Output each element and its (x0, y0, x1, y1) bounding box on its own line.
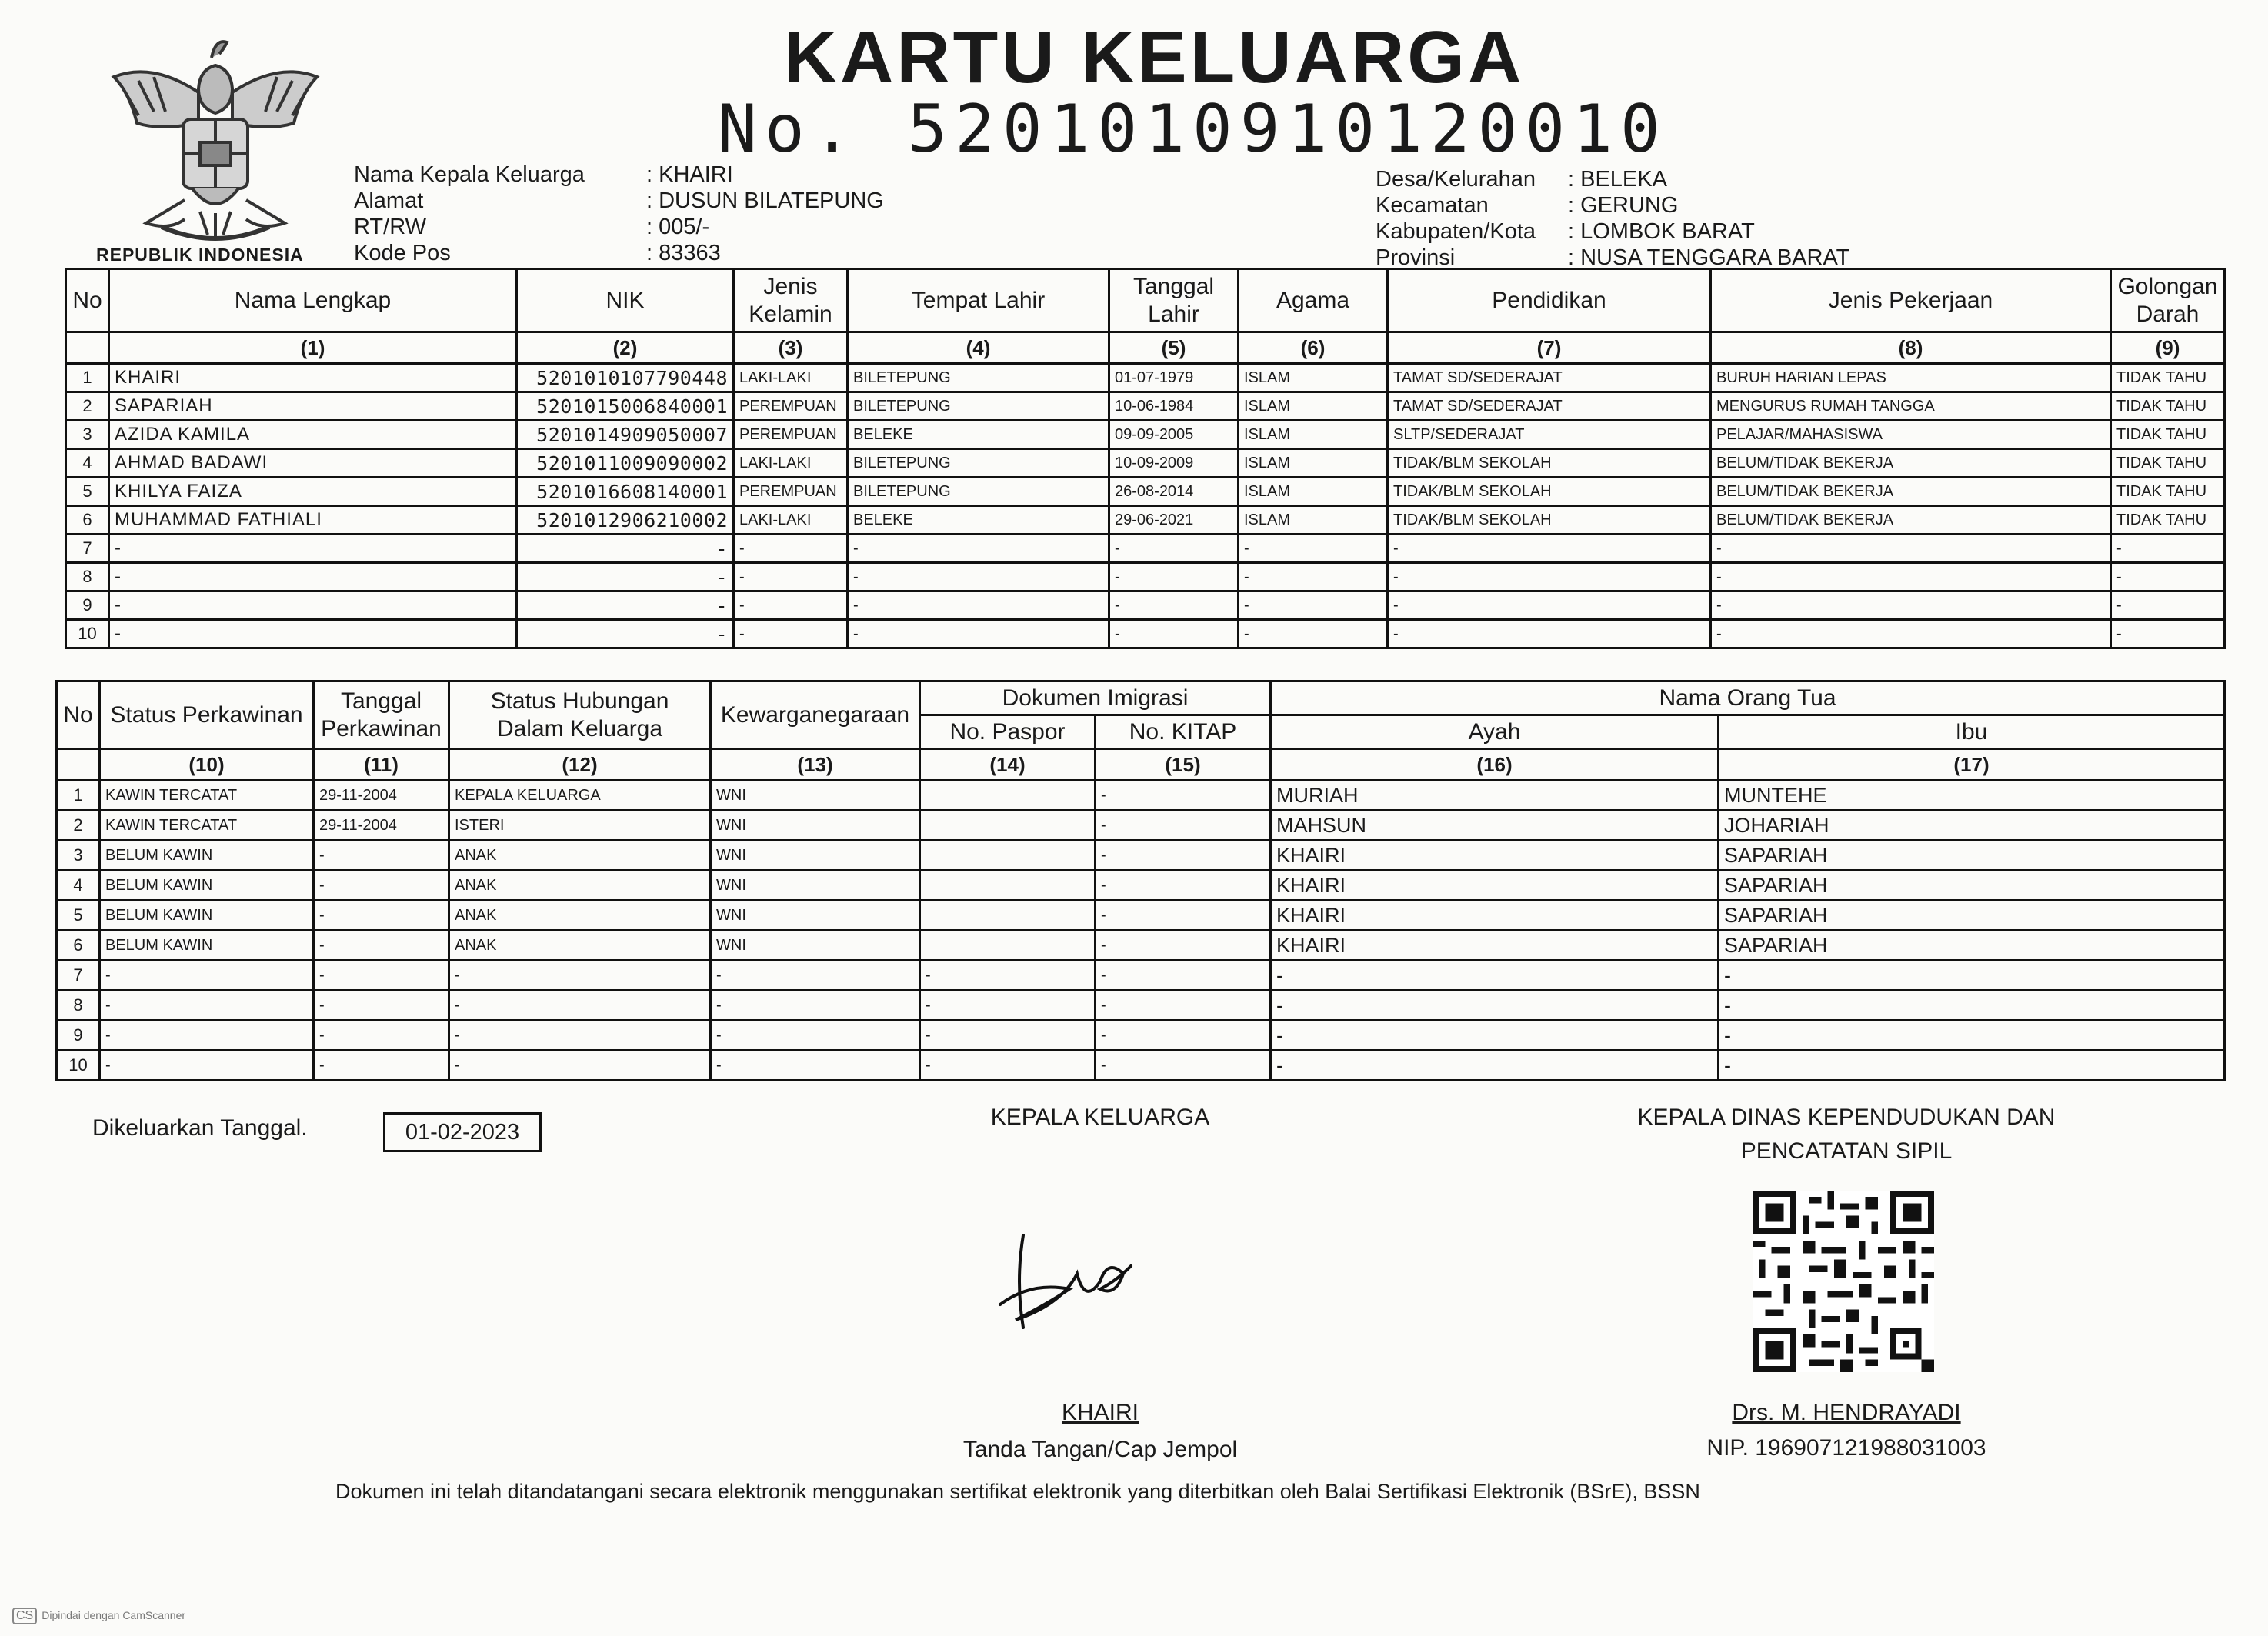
table-cell: 26-08-2014 (1109, 478, 1239, 506)
table-cell: - (1388, 620, 1711, 648)
table-cell: - (449, 991, 711, 1021)
family-card-number (692, 91, 1693, 168)
table-cell: BELUM/TIDAK BEKERJA (1711, 506, 2111, 535)
table-cell: ISLAM (1239, 392, 1388, 421)
table-cell: ANAK (449, 841, 711, 871)
info-row-address: Alamat : DUSUN BILATEPUNG (354, 188, 884, 213)
table-cell: TIDAK TAHU (2111, 364, 2225, 392)
table-cell: JOHARIAH (1719, 811, 2225, 841)
table-cell: 29-06-2021 (1109, 506, 1239, 535)
table-cell: - (109, 620, 517, 648)
table-cell: TIDAK TAHU (2111, 449, 2225, 478)
table-cell: - (314, 1021, 449, 1051)
table-row (66, 620, 2225, 648)
table-cell: - (449, 1051, 711, 1081)
table-cell: BELUM KAWIN (100, 901, 314, 931)
table-cell: - (100, 1051, 314, 1081)
table-cell: - (1096, 931, 1271, 961)
col-number: (15) (1096, 749, 1271, 781)
header-nik: NIK (517, 269, 734, 332)
table-row (66, 563, 2225, 591)
table-cell: - (109, 591, 517, 620)
table-row (57, 1021, 2225, 1051)
table-cell: - (100, 961, 314, 991)
table-cell: TIDAK TAHU (2111, 478, 2225, 506)
table-row (66, 478, 2225, 506)
table-cell: 5 (66, 478, 109, 506)
table-cell: - (2111, 535, 2225, 563)
table-cell: 5201014909050007 (517, 421, 734, 449)
table-cell: BELUM KAWIN (100, 931, 314, 961)
table-cell: 09-09-2005 (1109, 421, 1239, 449)
table-cell: AZIDA KAMILA (109, 421, 517, 449)
table-cell: - (1239, 535, 1388, 563)
col-number: (4) (848, 332, 1109, 364)
table-row (66, 535, 2225, 563)
table-cell: ISLAM (1239, 364, 1388, 392)
header-birthdate: Tanggal Lahir (1109, 269, 1239, 332)
table-cell: 9 (57, 1021, 100, 1051)
table-cell: - (517, 620, 734, 648)
table-cell: - (1096, 811, 1271, 841)
header-religion: Agama (1239, 269, 1388, 332)
table-cell: 3 (57, 841, 100, 871)
table-cell: - (2111, 563, 2225, 591)
table-cell: - (1096, 901, 1271, 931)
table-cell: ISTERI (449, 811, 711, 841)
table-cell: BILETEPUNG (848, 392, 1109, 421)
table-cell: WNI (711, 781, 920, 811)
table-cell: - (711, 1021, 920, 1051)
table-cell: - (1239, 563, 1388, 591)
table-cell: KHILYA FAIZA (109, 478, 517, 506)
table-cell: - (109, 563, 517, 591)
header-marriage-date: Tanggal Perkawinan (314, 681, 449, 749)
table-cell: WNI (711, 841, 920, 871)
table-cell: - (1711, 591, 2111, 620)
table-cell: 8 (57, 991, 100, 1021)
info-row-district: Kecamatan : GERUNG (1376, 193, 1679, 218)
info-row-province: Provinsi : NUSA TENGGARA BARAT (1376, 245, 1850, 270)
table-cell: - (2111, 620, 2225, 648)
table-cell: - (109, 535, 517, 563)
table-cell (920, 931, 1096, 961)
info-row-rtrw: RT/RW : 005/- (354, 215, 710, 239)
table-cell: SAPARIAH (109, 392, 517, 421)
qr-code-icon (1753, 1191, 1934, 1372)
table-row (66, 421, 2225, 449)
col-number: (14) (920, 749, 1096, 781)
table-cell: TIDAK TAHU (2111, 392, 2225, 421)
table-row (57, 811, 2225, 841)
table-cell: - (100, 1021, 314, 1051)
table-row (57, 901, 2225, 931)
table-cell: BURUH HARIAN LEPAS (1711, 364, 2111, 392)
table-cell: 5201012906210002 (517, 506, 734, 535)
table-cell: WNI (711, 901, 920, 931)
header-no: No (66, 269, 109, 332)
table-cell: - (1096, 781, 1271, 811)
table-cell: - (449, 1021, 711, 1051)
table-cell: WNI (711, 811, 920, 841)
table-cell: - (1711, 535, 2111, 563)
table-row (66, 364, 2225, 392)
table-cell: - (1096, 871, 1271, 901)
table-cell: 8 (66, 563, 109, 591)
table-cell: - (734, 563, 848, 591)
table-cell (920, 841, 1096, 871)
camscanner-text: Dipindai dengan CamScanner (42, 1609, 186, 1621)
table-cell: 5201010107790448 (517, 364, 734, 392)
table-cell: - (314, 871, 449, 901)
table-cell: ISLAM (1239, 449, 1388, 478)
table-row (57, 991, 2225, 1021)
table-cell: 4 (66, 449, 109, 478)
table-cell: - (920, 961, 1096, 991)
col-number: (16) (1271, 749, 1719, 781)
official-title-line1: KEPALA DINAS KEPENDUDUKAN DAN (1637, 1105, 2056, 1130)
col-number: (5) (1109, 332, 1239, 364)
header-relationship: Status Hubungan Dalam Keluarga (449, 681, 711, 749)
table-cell: ANAK (449, 871, 711, 901)
table-cell: - (848, 591, 1109, 620)
table-cell (920, 781, 1096, 811)
scanner-watermark (12, 1608, 185, 1624)
table-cell: - (1096, 1051, 1271, 1081)
table-cell: - (314, 1051, 449, 1081)
table-cell: 29-11-2004 (314, 811, 449, 841)
table-cell: TAMAT SD/SEDERAJAT (1388, 392, 1711, 421)
head-of-family-title: KEPALA KELUARGA (990, 1105, 1210, 1130)
table-cell: 10-06-1984 (1109, 392, 1239, 421)
table-cell: - (1239, 591, 1388, 620)
col-number (66, 332, 109, 364)
header-father: Ayah (1271, 715, 1719, 749)
col-number: (6) (1239, 332, 1388, 364)
table-cell: - (734, 535, 848, 563)
household-info-right (1376, 166, 1849, 271)
table-cell: - (1719, 991, 2225, 1021)
table-cell: 3 (66, 421, 109, 449)
table-cell: - (848, 620, 1109, 648)
col-number: (8) (1711, 332, 2111, 364)
table-cell: - (449, 961, 711, 991)
table-cell: MAHSUN (1271, 811, 1719, 841)
table-row (66, 449, 2225, 478)
table-cell: - (1109, 535, 1239, 563)
table-cell: LAKI-LAKI (734, 506, 848, 535)
table-cell: - (314, 841, 449, 871)
table-cell (920, 871, 1096, 901)
header-citizenship: Kewarganegaraan (711, 681, 920, 749)
table-cell: BILETEPUNG (848, 364, 1109, 392)
col-number: (2) (517, 332, 734, 364)
table-cell: PELAJAR/MAHASISWA (1711, 421, 2111, 449)
col-number: (12) (449, 749, 711, 781)
issued-date: 01-02-2023 (383, 1112, 542, 1152)
table-cell: 5201016608140001 (517, 478, 734, 506)
table-cell: - (1096, 961, 1271, 991)
table-cell: - (1388, 591, 1711, 620)
table-cell: ISLAM (1239, 506, 1388, 535)
table-cell: BILETEPUNG (848, 478, 1109, 506)
info-row-village: Desa/Kelurahan : BELEKA (1376, 167, 1667, 192)
table-cell: MUNTEHE (1719, 781, 2225, 811)
table-cell: KHAIRI (1271, 901, 1719, 931)
table-cell: - (1271, 1021, 1719, 1051)
table-cell: - (1388, 535, 1711, 563)
table-cell: - (314, 931, 449, 961)
table-cell: TIDAK/BLM SEKOLAH (1388, 478, 1711, 506)
header-name: Nama Lengkap (109, 269, 517, 332)
table-cell: BELUM/TIDAK BEKERJA (1711, 478, 2111, 506)
signature-icon (985, 1228, 1169, 1343)
table-cell: MURIAH (1271, 781, 1719, 811)
col-number: (10) (100, 749, 314, 781)
table-cell: KHAIRI (1271, 841, 1719, 871)
table-cell: 7 (57, 961, 100, 991)
head-of-family-name: KHAIRI (1061, 1400, 1139, 1425)
table-cell: - (920, 1021, 1096, 1051)
table-cell: TAMAT SD/SEDERAJAT (1388, 364, 1711, 392)
col-number: (7) (1388, 332, 1711, 364)
table-cell: 9 (66, 591, 109, 620)
table-cell: 10 (57, 1051, 100, 1081)
signature-caption: Tanda Tangan/Cap Jempol (962, 1437, 1238, 1462)
table-cell: TIDAK TAHU (2111, 421, 2225, 449)
table-row (57, 781, 2225, 811)
table-cell: 6 (57, 931, 100, 961)
table-cell (920, 901, 1096, 931)
header-passport: No. Paspor (920, 715, 1096, 749)
header-parents: Nama Orang Tua (1271, 681, 2225, 715)
table-row (66, 591, 2225, 620)
table-cell: KEPALA KELUARGA (449, 781, 711, 811)
table-cell: 1 (57, 781, 100, 811)
table-cell: - (1719, 961, 2225, 991)
header-birthplace: Tempat Lahir (848, 269, 1109, 332)
table-cell: ANAK (449, 901, 711, 931)
table-cell: SAPARIAH (1719, 931, 2225, 961)
table-cell: - (1096, 991, 1271, 1021)
emblem-caption: REPUBLIK INDONESIA (96, 245, 304, 265)
table-row (66, 392, 2225, 421)
document-title: KARTU KELUARGA (783, 16, 1525, 98)
col-number: (11) (314, 749, 449, 781)
table-cell: - (1271, 961, 1719, 991)
table-cell: 01-07-1979 (1109, 364, 1239, 392)
col-number: (13) (711, 749, 920, 781)
table-cell: WNI (711, 871, 920, 901)
table-cell: KHAIRI (109, 364, 517, 392)
table-cell: - (1271, 991, 1719, 1021)
table-cell: - (711, 991, 920, 1021)
table-cell: TIDAK/BLM SEKOLAH (1388, 506, 1711, 535)
header-kitap: No. KITAP (1096, 715, 1271, 749)
info-row-regency: Kabupaten/Kota : LOMBOK BARAT (1376, 219, 1755, 244)
table-cell: BILETEPUNG (848, 449, 1109, 478)
table-row (57, 1051, 2225, 1081)
table-cell: 4 (57, 871, 100, 901)
table-cell: SAPARIAH (1719, 901, 2225, 931)
table-cell: - (848, 563, 1109, 591)
table-cell: - (517, 591, 734, 620)
electronic-signature-disclaimer: Dokumen ini telah ditandatangani secara elektronik menggunakan sertifikat elektronik yang diterbitkan oleh Balai Sertifikasi Elektronik (BSrE), BSSN (335, 1480, 1700, 1503)
table-cell: BELUM KAWIN (100, 871, 314, 901)
table-cell: - (1719, 1021, 2225, 1051)
col-number: (17) (1719, 749, 2225, 781)
table-cell: - (314, 991, 449, 1021)
official-title-line2: PENCATATAN SIPIL (1740, 1138, 1953, 1164)
table-cell: - (920, 991, 1096, 1021)
table-cell: - (734, 591, 848, 620)
col-number: (1) (109, 332, 517, 364)
table-cell: 5201015006840001 (517, 392, 734, 421)
table-cell: - (1388, 563, 1711, 591)
table-cell: - (734, 620, 848, 648)
table-cell: MENGURUS RUMAH TANGGA (1711, 392, 2111, 421)
table-row (66, 506, 2225, 535)
table-row (57, 841, 2225, 871)
table-cell: 5 (57, 901, 100, 931)
family-status-table (55, 680, 2226, 1081)
table-cell: PEREMPUAN (734, 421, 848, 449)
table-cell: SAPARIAH (1719, 871, 2225, 901)
table-cell: - (1109, 591, 1239, 620)
table-cell: - (517, 535, 734, 563)
table-cell: - (314, 961, 449, 991)
garuda-emblem-icon (92, 23, 339, 277)
table-cell: - (1711, 620, 2111, 648)
table-cell: MUHAMMAD FATHIALI (109, 506, 517, 535)
table-cell: - (314, 901, 449, 931)
header-blood-type: Golongan Darah (2111, 269, 2225, 332)
table-cell: SAPARIAH (1719, 841, 2225, 871)
header-education: Pendidikan (1388, 269, 1711, 332)
info-row-head: Nama Kepala Keluarga : KHAIRI (354, 162, 733, 187)
table-cell: LAKI-LAKI (734, 449, 848, 478)
table-cell: AHMAD BADAWI (109, 449, 517, 478)
official-name: Drs. M. HENDRAYADI (1732, 1400, 1961, 1425)
table-cell: PEREMPUAN (734, 392, 848, 421)
number-label: No. (717, 91, 860, 168)
table-cell: BELEKE (848, 421, 1109, 449)
table-cell: - (1271, 1051, 1719, 1081)
table-cell: PEREMPUAN (734, 478, 848, 506)
col-number: (9) (2111, 332, 2225, 364)
household-info-left (354, 162, 884, 266)
table-cell: 2 (66, 392, 109, 421)
table-row (57, 871, 2225, 901)
header-marital-status: Status Perkawinan (100, 681, 314, 749)
table-cell: - (711, 1051, 920, 1081)
table-row (57, 961, 2225, 991)
table-cell: WNI (711, 931, 920, 961)
info-row-postcode: Kode Pos : 83363 (354, 241, 721, 265)
issued-label: Dikeluarkan Tanggal. (92, 1115, 308, 1141)
table-cell: 6 (66, 506, 109, 535)
col-number (57, 749, 100, 781)
table-cell: SLTP/SEDERAJAT (1388, 421, 1711, 449)
table-cell: LAKI-LAKI (734, 364, 848, 392)
table-cell: KHAIRI (1271, 931, 1719, 961)
table-cell: ANAK (449, 931, 711, 961)
table-row (57, 931, 2225, 961)
table-cell: - (1096, 1021, 1271, 1051)
table-cell: - (848, 535, 1109, 563)
table-cell: 7 (66, 535, 109, 563)
table-cell: TIDAK TAHU (2111, 506, 2225, 535)
table-cell: TIDAK/BLM SEKOLAH (1388, 449, 1711, 478)
table-cell: - (100, 991, 314, 1021)
header-occupation: Jenis Pekerjaan (1711, 269, 2111, 332)
number-value: 5201010910120010 (907, 91, 1668, 168)
table-cell: BELEKE (848, 506, 1109, 535)
header-mother: Ibu (1719, 715, 2225, 749)
camscanner-badge: CS (12, 1608, 37, 1624)
table-cell: BELUM/TIDAK BEKERJA (1711, 449, 2111, 478)
table-cell: 5201011009090002 (517, 449, 734, 478)
table-cell: 10 (66, 620, 109, 648)
table-cell: - (1719, 1051, 2225, 1081)
table-cell: - (517, 563, 734, 591)
table-cell: KAWIN TERCATAT (100, 811, 314, 841)
table-cell: - (711, 961, 920, 991)
table-cell: 1 (66, 364, 109, 392)
header-immigration: Dokumen Imigrasi (920, 681, 1271, 715)
table-cell: 10-09-2009 (1109, 449, 1239, 478)
table-cell: - (2111, 591, 2225, 620)
table-cell: 29-11-2004 (314, 781, 449, 811)
col-number: (3) (734, 332, 848, 364)
header-gender: Jenis Kelamin (734, 269, 848, 332)
table-cell: ISLAM (1239, 421, 1388, 449)
table-cell: - (920, 1051, 1096, 1081)
table-cell: KAWIN TERCATAT (100, 781, 314, 811)
official-nip: NIP. 196907121988031003 (1706, 1435, 1986, 1461)
table-cell: ISLAM (1239, 478, 1388, 506)
table-cell: - (1096, 841, 1271, 871)
table-cell: - (1109, 620, 1239, 648)
header-no: No (57, 681, 100, 749)
table-cell: - (1239, 620, 1388, 648)
table-cell: - (1711, 563, 2111, 591)
family-members-table (65, 268, 2226, 649)
table-cell: 2 (57, 811, 100, 841)
table-cell (920, 811, 1096, 841)
table-cell: - (1109, 563, 1239, 591)
table-cell: BELUM KAWIN (100, 841, 314, 871)
table-cell: KHAIRI (1271, 871, 1719, 901)
